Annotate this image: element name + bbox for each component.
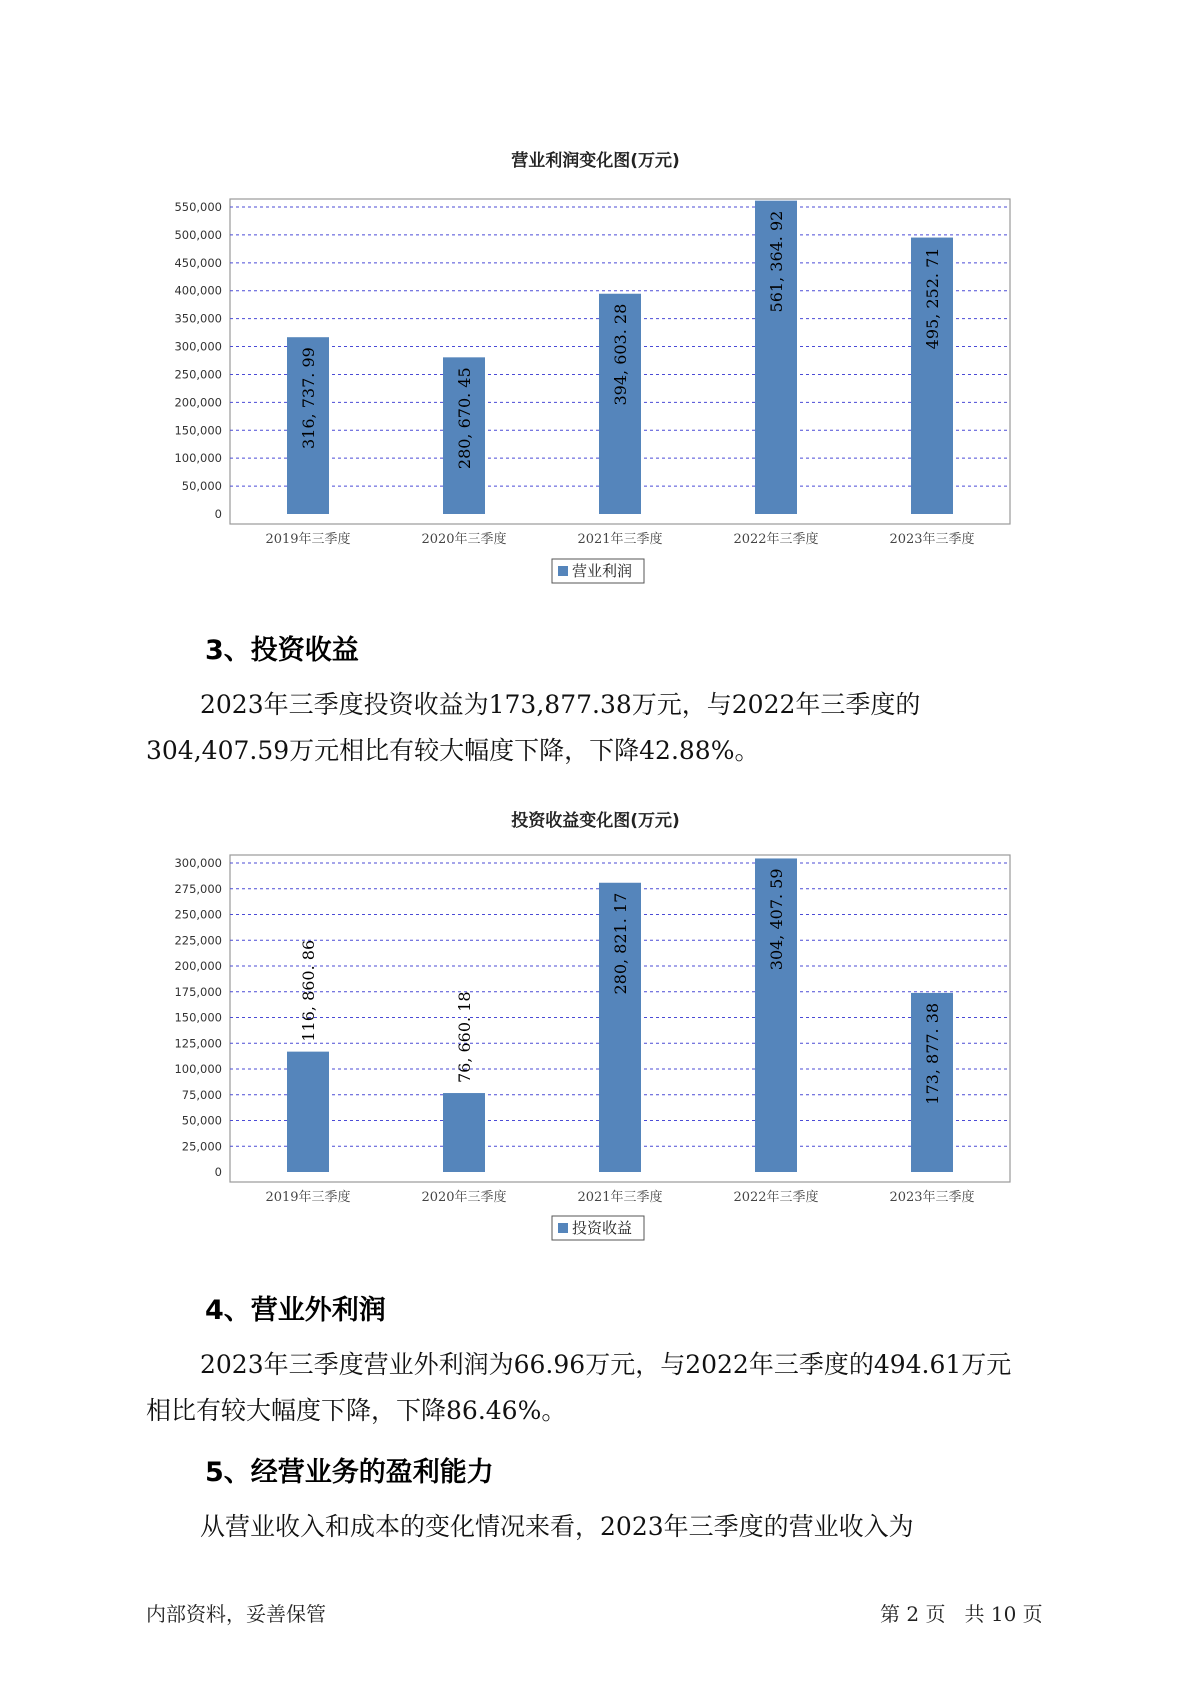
- y-tick-label: 150,000: [174, 423, 222, 438]
- y-tick-label: 275,000: [174, 881, 222, 896]
- section-5-paragraph: [146, 1504, 1066, 1550]
- legend-label: 投资收益: [572, 1219, 633, 1237]
- y-tick-label: 75,000: [181, 1087, 222, 1102]
- y-tick-label: 200,000: [174, 959, 222, 973]
- legend-swatch: [558, 1223, 568, 1233]
- x-tick-label: 2020年三季度: [421, 1190, 507, 1205]
- chart-2-title: 投资收益变化图(万元): [511, 811, 680, 831]
- y-tick-label: 0: [214, 1165, 222, 1179]
- y-tick-label: 225,000: [174, 933, 222, 948]
- y-tick-label: 500,000: [174, 227, 222, 242]
- bar-value-label: 173, 877. 38: [923, 1002, 942, 1105]
- y-tick-label: 550,000: [174, 200, 222, 214]
- y-tick-label: 250,000: [174, 907, 222, 922]
- x-tick-label: 2022年三季度: [733, 1190, 819, 1205]
- x-tick-label: 2020年三季度: [421, 532, 507, 547]
- bar-value-label: 316, 737. 99: [299, 347, 318, 449]
- paragraph-line: 2023年三季度投资收益为173,877.38万元，与2022年三季度的: [200, 690, 921, 719]
- section-3-heading: 3、投资收益: [205, 635, 359, 666]
- x-tick-label: 2019年三季度: [265, 1190, 351, 1205]
- paragraph-line: 从营业收入和成本的变化情况来看，2023年三季度的营业收入为: [200, 1512, 914, 1541]
- section-4-heading: 4、营业外利润: [205, 1295, 386, 1326]
- x-tick-label: 2023年三季度: [889, 532, 975, 547]
- footer-confidential-note: 内部资料，妥善保管: [146, 1602, 326, 1626]
- y-tick-label: 300,000: [174, 339, 222, 354]
- bar-value-label: 280, 821. 17: [611, 892, 630, 995]
- y-tick-label: 125,000: [174, 1036, 222, 1051]
- y-tick-label: 250,000: [174, 367, 222, 382]
- bar-value-label: 116, 860. 86: [299, 939, 318, 1042]
- y-tick-label: 100,000: [174, 1062, 222, 1076]
- bar-value-label: 304, 407. 59: [767, 868, 786, 971]
- y-tick-label: 400,000: [174, 283, 222, 298]
- y-tick-label: 200,000: [174, 395, 222, 410]
- y-tick-label: 350,000: [174, 311, 222, 326]
- section-5-heading: 5、经营业务的盈利能力: [205, 1457, 494, 1488]
- y-tick-label: 50,000: [181, 1113, 222, 1128]
- x-tick-label: 2022年三季度: [733, 532, 819, 547]
- y-tick-label: 25,000: [181, 1139, 222, 1154]
- bar-value-label: 561, 364. 92: [767, 210, 786, 313]
- footer-page-number: 第 2 页 共 10 页: [880, 1602, 1043, 1626]
- x-tick-label: 2021年三季度: [577, 532, 663, 547]
- paragraph-line: 2023年三季度营业外利润为66.96万元，与2022年三季度的494.61万元: [200, 1350, 1012, 1379]
- x-tick-label: 2021年三季度: [577, 1190, 663, 1205]
- y-tick-label: 300,000: [174, 856, 222, 870]
- legend-label: 营业利润: [572, 562, 633, 580]
- y-tick-label: 50,000: [181, 479, 222, 494]
- bar-value-label: 76, 660. 18: [455, 991, 474, 1084]
- bar: [443, 1093, 485, 1172]
- y-tick-label: 100,000: [174, 451, 222, 466]
- section-4-paragraph: [146, 1342, 1066, 1434]
- chart-1-title: 营业利润变化图(万元): [511, 151, 680, 171]
- y-tick-label: 0: [214, 507, 222, 521]
- y-tick-label: 150,000: [174, 1010, 222, 1025]
- bar: [287, 1052, 329, 1172]
- y-tick-label: 450,000: [174, 255, 222, 270]
- bar-value-label: 394, 603. 28: [611, 303, 630, 406]
- paragraph-line: 相比有较大幅度下降，下降86.46%。: [146, 1396, 567, 1425]
- bar-value-label: 495, 252. 71: [923, 247, 942, 350]
- y-tick-label: 175,000: [174, 984, 222, 999]
- x-tick-label: 2019年三季度: [265, 532, 351, 547]
- paragraph-line: 304,407.59万元相比有较大幅度下降，下降42.88%。: [146, 736, 760, 765]
- bar-value-label: 280, 670. 45: [455, 367, 474, 470]
- x-tick-label: 2023年三季度: [889, 1190, 975, 1205]
